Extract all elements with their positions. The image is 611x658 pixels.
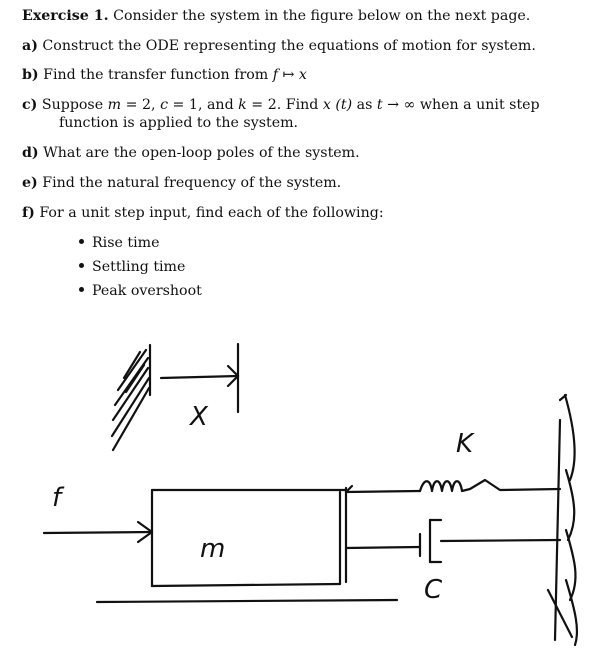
force-arrow xyxy=(44,522,152,542)
spring xyxy=(346,480,560,492)
item-c-continuation: function is applied to the system. xyxy=(59,115,299,131)
item-d-text: What are the open-loop poles of the system. xyxy=(43,145,360,161)
item-b-text: Find the transfer function from xyxy=(43,67,273,83)
mass-block xyxy=(152,486,352,586)
right-wall-hatch xyxy=(548,395,577,645)
label-x: X xyxy=(190,402,208,432)
reference-wall-hatch xyxy=(112,345,150,450)
item-c-text-3: = 1, and xyxy=(168,97,239,113)
item-b-label: b) xyxy=(22,67,39,83)
item-c-math-xt: x (t) xyxy=(322,97,353,113)
item-c-math-m: m xyxy=(107,97,122,113)
label-f: f xyxy=(52,483,62,513)
item-a-text: Construct the ODE representing the equations of motion for system. xyxy=(42,38,536,54)
item-e-label: e) xyxy=(22,175,38,191)
item-c-text-5: as xyxy=(352,97,377,113)
item-c-label: c) xyxy=(22,97,38,113)
item-e-text: Find the natural frequency of the system. xyxy=(42,175,342,191)
item-f-text: For a unit step input, find each of the following: xyxy=(39,205,384,221)
exercise-title: Exercise 1. xyxy=(22,8,109,24)
item-c-math-t: t xyxy=(376,97,383,113)
damper xyxy=(346,520,560,562)
bullet-text: Peak overshoot xyxy=(92,283,202,299)
item-c-text-1: Suppose xyxy=(41,97,108,113)
bullet-text: Settling time xyxy=(92,259,186,275)
label-c: C xyxy=(424,575,443,605)
item-a-label: a) xyxy=(22,38,38,54)
item-c-text-6: → ∞ when a unit step xyxy=(382,97,540,113)
label-m: m xyxy=(200,534,226,564)
item-c-math-c: c xyxy=(160,97,169,113)
label-k: K xyxy=(456,429,474,459)
item-c-math-k: k xyxy=(238,97,247,113)
item-b-math: f ↦ x xyxy=(272,67,307,83)
item-c-text-4: = 2. Find xyxy=(246,97,323,113)
exercise-intro: Consider the system in the figure below on the next page. xyxy=(113,8,531,24)
bullet-text: Rise time xyxy=(92,235,160,251)
item-c-text-2: = 2, xyxy=(121,97,161,113)
ground-line xyxy=(97,600,397,602)
item-f-label: f) xyxy=(22,205,35,221)
item-d-label: d) xyxy=(22,145,39,161)
